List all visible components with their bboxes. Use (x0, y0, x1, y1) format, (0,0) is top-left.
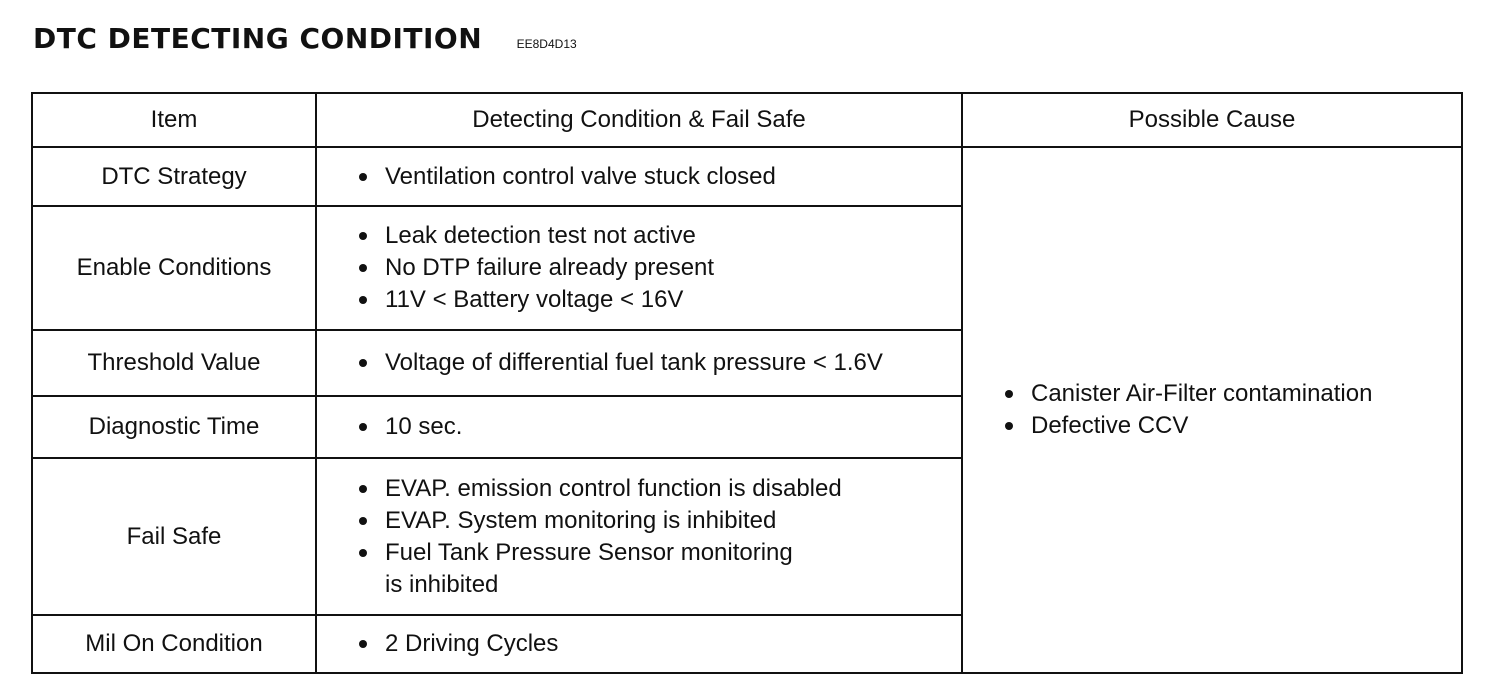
row-conditions (316, 458, 962, 615)
column-header-cause: Possible Cause (962, 93, 1462, 147)
row-conditions (316, 147, 962, 206)
row-item-label: Mil On Condition (32, 615, 316, 673)
column-header-item: Item (32, 93, 316, 147)
condition-bullet (355, 252, 961, 284)
condition-text: Fuel Tank Pressure Sensor monitoring is inhibited (385, 538, 793, 598)
bullet-dot-icon (359, 485, 367, 493)
bullet-dot-icon (359, 549, 367, 557)
cause-bullet (1001, 410, 1461, 442)
condition-bullet (355, 628, 961, 660)
condition-text: 2 Driving Cycles (385, 630, 559, 657)
row-item-label: Diagnostic Time (32, 396, 316, 458)
condition-bullet (355, 505, 961, 537)
bullet-dot-icon (359, 359, 367, 367)
page-title: DTC DETECTING CONDITION (33, 22, 483, 55)
dtc-condition-table (31, 92, 1463, 674)
cause-text: Canister Air-Filter contamination (1031, 380, 1373, 407)
cause-bullet (1001, 378, 1461, 410)
bullet-dot-icon (359, 173, 367, 181)
row-item-label: DTC Strategy (32, 147, 316, 206)
row-item-label: Threshold Value (32, 330, 316, 396)
possible-causes-cell (962, 147, 1462, 673)
bullet-dot-icon (1005, 422, 1013, 430)
condition-text: No DTP failure already present (385, 254, 715, 281)
condition-bullet (355, 220, 961, 252)
row-conditions (316, 396, 962, 458)
condition-text: EVAP. System monitoring is inhibited (385, 506, 777, 534)
condition-text: 10 sec. (385, 413, 463, 440)
condition-text: Ventilation control valve stuck closed (385, 162, 776, 190)
condition-bullet (355, 284, 961, 316)
row-conditions (316, 330, 962, 396)
bullet-dot-icon (359, 423, 367, 431)
condition-text: Leak detection test not active (385, 222, 696, 249)
row-conditions (316, 615, 962, 673)
condition-bullet (355, 411, 961, 443)
row-item-label: Fail Safe (32, 458, 316, 615)
condition-text: 11V < Battery voltage < 16V (385, 286, 684, 313)
row-conditions (316, 206, 962, 330)
row-item-label: Enable Conditions (32, 206, 316, 330)
condition-bullet (355, 161, 961, 193)
column-header-condition: Detecting Condition & Fail Safe (316, 93, 962, 147)
table-header-row (32, 93, 1462, 147)
condition-bullet (355, 537, 961, 601)
document-code: EE8D4D13 (516, 37, 577, 51)
bullet-dot-icon (359, 232, 367, 240)
bullet-dot-icon (359, 264, 367, 272)
condition-bullet (355, 347, 961, 379)
table-row (32, 147, 1462, 206)
bullet-dot-icon (1005, 390, 1013, 398)
page-heading (33, 22, 577, 62)
cause-text: Defective CCV (1031, 412, 1189, 439)
condition-bullet (355, 473, 961, 505)
bullet-dot-icon (359, 517, 367, 525)
bullet-dot-icon (359, 640, 367, 648)
condition-text: EVAP. emission control function is disabled (385, 474, 842, 502)
bullet-dot-icon (359, 296, 367, 304)
condition-text: Voltage of differential fuel tank pressure < 1.6V (385, 349, 883, 376)
